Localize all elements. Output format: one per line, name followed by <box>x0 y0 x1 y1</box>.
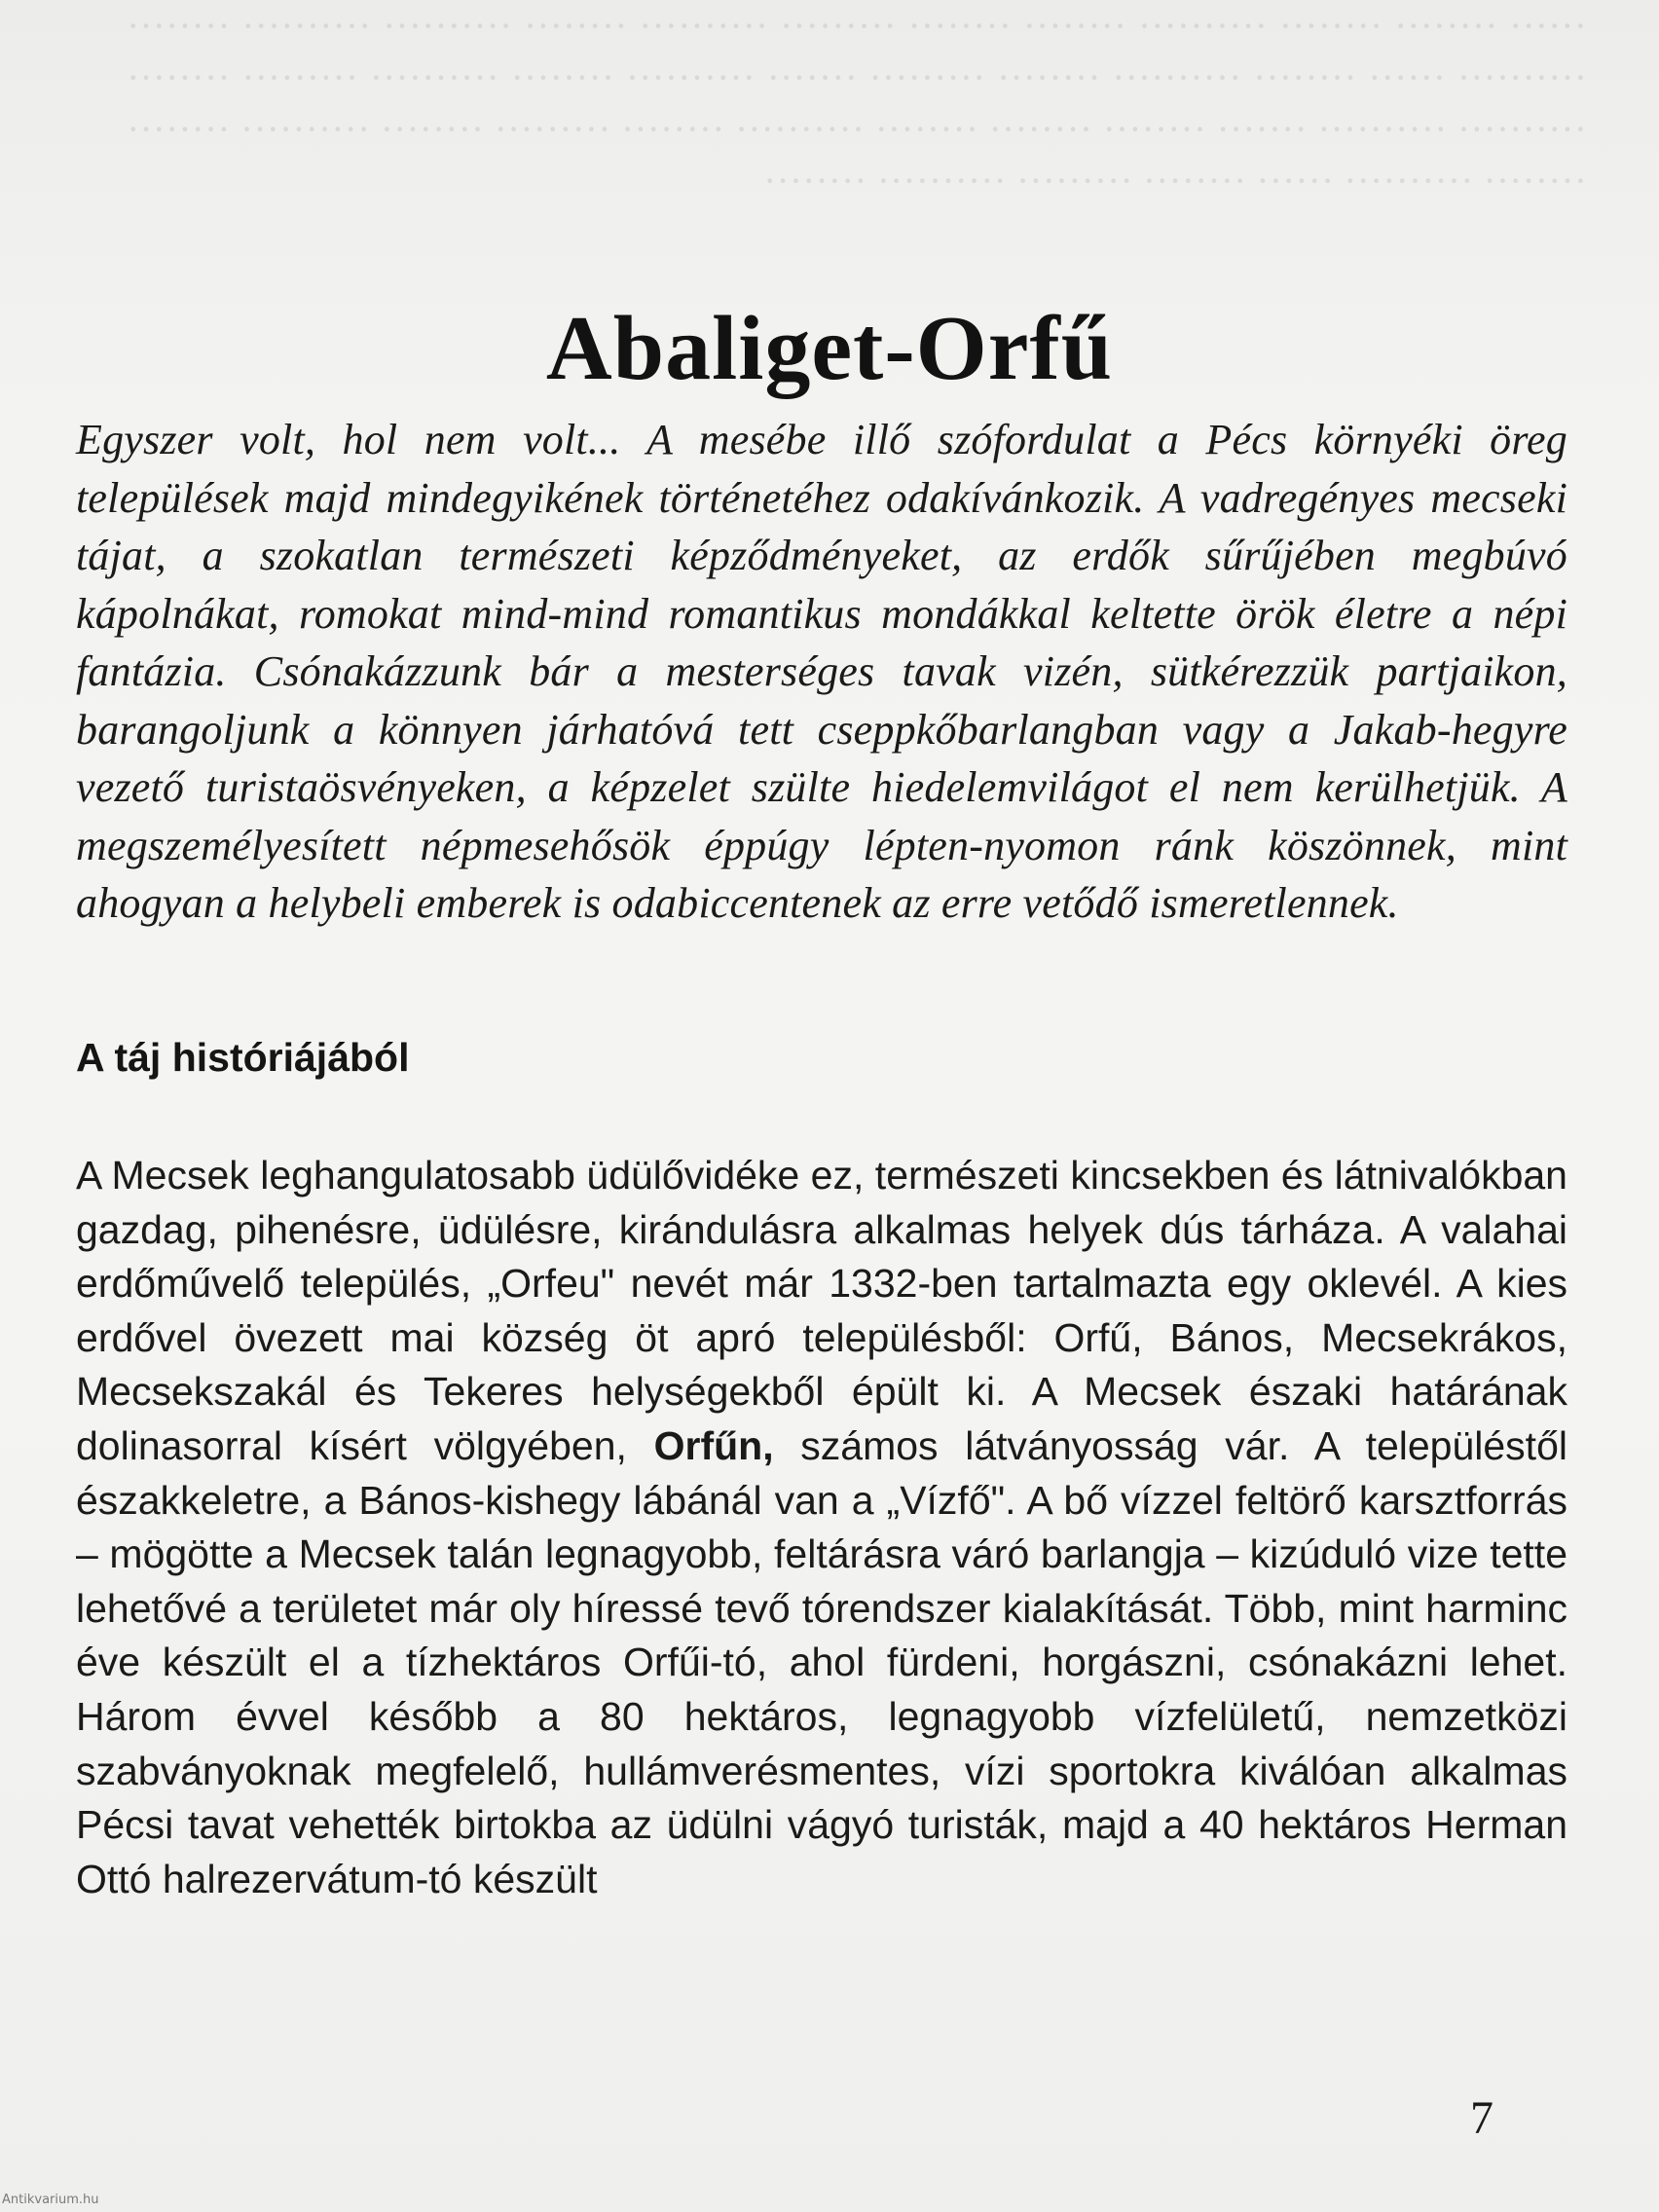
page-title: Abaliget-Orfű <box>545 297 1114 399</box>
intro-paragraph: Egyszer volt, hol nem volt... A mesébe illő szófordulat a Pécs környéki öreg települések majd mindegyikének történetéhez odakívánkozik. A vadregényes mecseki tájat, a szokatlan természeti képződményeket, az erdők sűrűjében megbúvó kápolnákat, romokat mind-mind romantikus mondákkal keltette örök életre a népi fantázia. Csónakázzunk bár a mesterséges tavak vizén, sütkérezzük partjaikon, barangoljunk a könnyen járhatóvá tett cseppkőbarlangban vagy a Jakab-hegyre vezető turistaösvényeken, a képzelet szülte hiedelemvilágot el nem kerülhetjük. A megszemélyesített népmesehősök éppúgy lépten-nyomon ránk köszönnek, mint ahogyan a helybeli emberek is odabiccentenek az erre vetődő ismeretlennek. <box>76 416 1567 927</box>
body-text-part-1: A Mecsek leghangulatosabb üdülővidéke ez, természeti kincsekben és látnivalókban gazdag, pihenésre, üdülésre, kirándulásra alkalmas helyek dús tárháza. A valahai erdőművelő település, „Orfeu" nevét már 1332-ben tartalmazta egy oklevél. A kies erdővel övezett mai község öt apró településből: Orfű, Bános, Mecsekrákos, Mecsekszakál és Tekeres helységekből épült ki. A Mecsek északi határának dolinasorral kísért völgyében, <box>76 1153 1567 1468</box>
body-paragraph <box>76 1149 1567 1906</box>
section-heading: A táj históriájából <box>76 1035 410 1080</box>
page-number: 7 <box>1470 2092 1493 2144</box>
body-bold-term: Orfűn, <box>653 1422 774 1468</box>
reverse-page-bleed-through: ······ ········ ········ ·········· ········ ········ ········· ·········· ········ ·········· ·········· ········ ·········· ······ ········ ·········· ········ ········· ······· ·········· ········ ·········· ········· ········ ·········· ·········· ······· ········ ········ ········ ·········· ········ ········· ········ ·········· ········ ········ ·········· ······ ········ ········· ·········· ········ <box>127 4 1587 203</box>
watermark: Antikvarium.hu <box>2 2193 99 2207</box>
body-text-part-2: számos látványosság vár. A településtől északkeletre, a Bános-kishegy lábánál van a „Vízfő". A bő vízzel feltörő karsztforrás – mögötte a Mecsek talán legnagyobb, feltárásra váró barlangja – kizúduló vize tette lehetővé a területet már oly híressé tevő tórendszer kialakítását. Több, mint harminc éve készült el a tízhektáros Orfűi-tó, ahol fürdeni, horgászni, csónakázni lehet. Három évvel később a 80 hektáros, legnagyobb vízfelületű, nemzetközi szabványoknak megfelelő, hullámverésmentes, vízi sportokra kiválóan alkalmas Pécsi tavat vehették birtokba az üdülni vágyó turisták, majd a 40 hektáros Herman Ottó halrezervátum-tó készült <box>76 1422 1567 1901</box>
